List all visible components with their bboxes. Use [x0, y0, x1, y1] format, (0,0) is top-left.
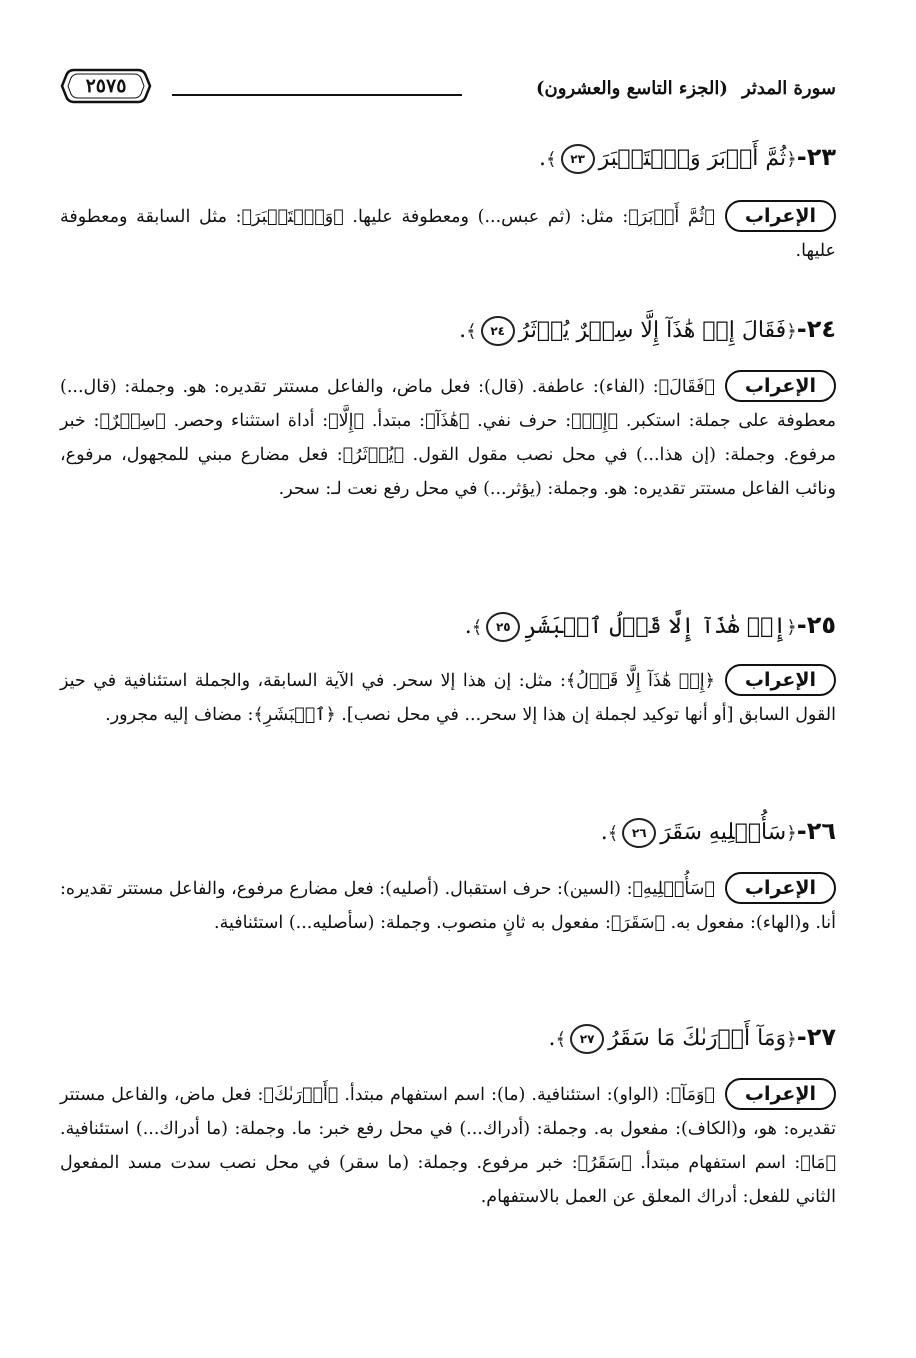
irab-text: ﴿ثُمَّ أَدۡبَرَ﴾: مثل: (ثم عبس...) ومعطوفة عليها. ﴿وَٱسۡتَكۡبَرَ﴾: مثل السابقة ومعطوفة عليها. [60, 207, 836, 261]
irab-text: ﴿فَقَالَ﴾: (الفاء): عاطفة. (قال): فعل ماض، والفاعل مستتر تقديره: هو. وجملة: (قال...) معطوفة على جملة: استكبر. ﴿إِنۡ﴾: حرف نفي. ﴿هَٰذَآ﴾: مبتدأ. ﴿إِلَّا﴾: أداة استثناء وحصر. ﴿سِحۡرٌ﴾: خبر مرفوع. وجملة: (إن هذا...) في محل نصب مقول القول. ﴿يُؤۡثَرُ﴾: فعل مضارع مبني للمجهول، مرفوع، ونائب الفاعل مستتر تقديره: هو. وجملة: (يؤثر...) في محل رفع نعت لـ: سحر. [60, 377, 836, 499]
verse-number: ٢٥- [796, 611, 836, 639]
verse-27: ٢٧-﴿وَمَآ أَدۡرَىٰكَ مَا سَقَرُ٢٧﴾. [60, 1020, 836, 1057]
irab-text: ﴿سَأُصۡلِيهِ﴾: (السين): حرف استقبال. (أصليه): فعل مضارع مرفوع، والفاعل مستتر تقديره: أنا. و(الهاء): مفعول به. ﴿سَقَرَ﴾: مفعول به ثانٍ منصوب. وجملة: (سأصليه...) استئنافية. [60, 879, 836, 933]
page-header [60, 60, 836, 110]
verse-number: ٢٦- [796, 817, 836, 845]
header-rule [172, 94, 462, 96]
verse-number: ٢٧- [796, 1023, 836, 1051]
verse-number: ٢٤- [796, 315, 836, 343]
verse-23: ٢٣-﴿ثُمَّ أَدۡبَرَ وَٱسۡتَكۡبَرَ٢٣﴾. [60, 140, 836, 177]
verse-24: ٢٤-﴿فَقَالَ إِنۡ هَٰذَآ إِلَّا سِحۡرٌ يُؤۡثَرُ٢٤﴾. [60, 312, 836, 349]
part-name: (الجزء التاسع والعشرون) [536, 78, 728, 99]
page-number-frame [60, 66, 152, 106]
verse-text: سَأُصۡلِيهِ سَقَرَ [660, 820, 787, 845]
page-number: ٢٥٧٥ [85, 75, 127, 97]
irab-label: الإعراب [725, 664, 836, 696]
verse-text: فَقَالَ إِنۡ هَٰذَآ إِلَّا سِحۡرٌ يُؤۡثَرُ [518, 318, 787, 343]
irab-block-23 [60, 200, 836, 268]
irab-block-24 [60, 370, 836, 506]
irab-text: ﴿إِنۡ هَٰذَآ إِلَّا قَوۡلُ﴾: مثل: إن هذا إلا سحر. في الآية السابقة، والجملة استئنافية في حيز القول السابق [أو أنها توكيد لجملة إن هذا إلا سحر... في محل نصب]. ﴿ٱلۡبَشَرِ﴾: مضاف إليه مجرور. [60, 671, 836, 725]
bracket-open-icon: ﴿ [786, 617, 797, 638]
bracket-open-icon: ﴿ [786, 149, 797, 170]
verse-25: ٢٥-﴿إِنۡ هَٰذَآ إِلَّا قَوۡلُ ٱلۡبَشَرِ٢٥﴾. [60, 608, 836, 645]
bracket-close-icon: ﴾ [555, 1029, 567, 1050]
bracket-open-icon: ﴿ [786, 1029, 797, 1050]
irab-block-27 [60, 1078, 836, 1214]
ayah-end-icon: ٢٣ [561, 144, 595, 174]
verse-text: ثُمَّ أَدۡبَرَ وَٱسۡتَكۡبَرَ [598, 146, 787, 171]
verse-number: ٢٣- [796, 143, 836, 171]
header-title [536, 78, 836, 99]
irab-label: الإعراب [725, 1078, 836, 1110]
page [60, 0, 836, 1358]
irab-text: ﴿وَمَآ﴾: (الواو): استئنافية. (ما): اسم استفهام مبتدأ. ﴿أَدۡرَىٰكَ﴾: فعل ماض، والفاعل مستتر تقديره: هو، و(الكاف): مفعول به. وجملة: (أدراك...) في محل رفع خبر: ما. وجملة: (ما أدراك...) استئنافية. ﴿مَا﴾: اسم استفهام مبتدأ. ﴿سَقَرُ﴾: خبر مرفوع. وجملة: (ما سقر) في محل نصب سدت مسد المفعول الثاني للفعل: أدراك المعلق عن العمل بالاستفهام. [60, 1085, 836, 1207]
irab-label: الإعراب [725, 370, 836, 402]
surah-name: سورة المدثر [741, 78, 836, 99]
irab-block-26 [60, 872, 836, 940]
ayah-end-icon: ٢٤ [481, 316, 515, 346]
verse-26: ٢٦-﴿سَأُصۡلِيهِ سَقَرَ٢٦﴾. [60, 814, 836, 851]
bracket-close-icon: ﴾ [607, 823, 619, 844]
bracket-open-icon: ﴿ [786, 823, 797, 844]
irab-label: الإعراب [725, 200, 836, 232]
bracket-open-icon: ﴿ [786, 321, 797, 342]
bracket-close-icon: ﴾ [471, 617, 483, 638]
bracket-close-icon: ﴾ [546, 149, 557, 170]
ayah-end-icon: ٢٧ [570, 1024, 604, 1054]
ayah-end-icon: ٢٥ [486, 612, 520, 642]
verse-text: وَمَآ أَدۡرَىٰكَ مَا سَقَرُ [608, 1026, 787, 1051]
bracket-close-icon: ﴾ [466, 321, 477, 342]
irab-label: الإعراب [725, 872, 836, 904]
ayah-end-icon: ٢٦ [622, 818, 656, 848]
irab-block-25 [60, 664, 836, 732]
verse-text: إِنۡ هَٰذَآ إِلَّا قَوۡلُ ٱلۡبَشَرِ [524, 614, 787, 639]
